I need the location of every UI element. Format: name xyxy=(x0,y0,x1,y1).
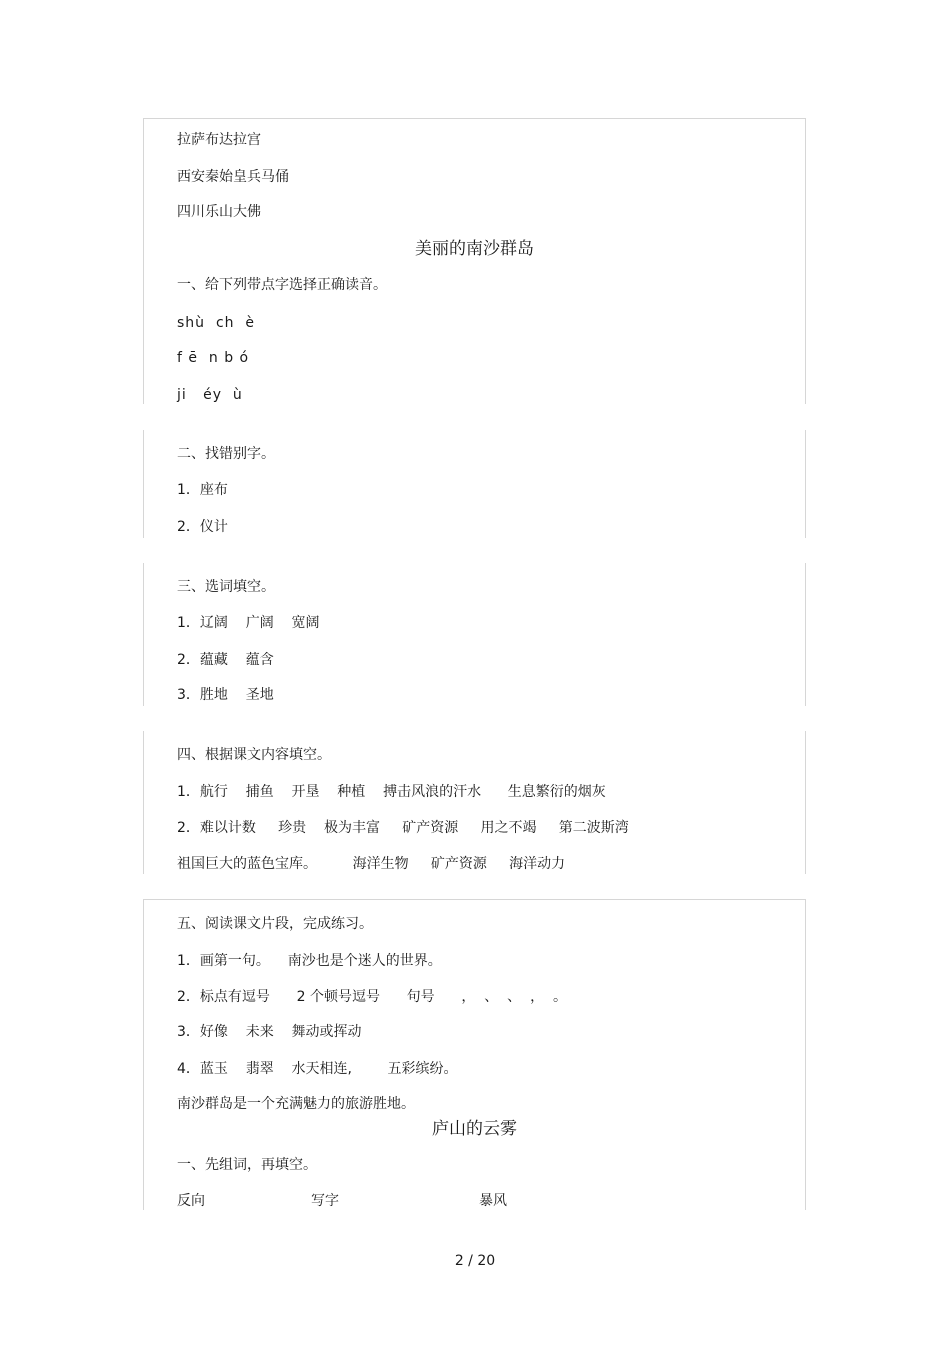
list-item: 西安秦始皇兵马俑 xyxy=(177,169,289,185)
answer-line: 2．仪计 xyxy=(177,519,228,535)
section-title-lushan: 庐山的云雾 xyxy=(432,1119,517,1139)
answer-line: 1．座布 xyxy=(177,482,228,498)
question-heading: 一、给下列带点字选择正确读音。 xyxy=(177,277,387,293)
list-item: 四川乐山大佛 xyxy=(177,204,261,220)
word-item: 反向 xyxy=(177,1193,205,1209)
question-heading: 三、选词填空。 xyxy=(177,579,275,595)
word-item: 暴风 xyxy=(479,1193,507,1209)
answer-line: 2．标点有逗号 2 个顿号逗号 句号 ， 、 、 ， 。 xyxy=(177,989,567,1005)
question-heading: 一、先组词，再填空。 xyxy=(177,1157,317,1173)
question-heading: 二、找错别字。 xyxy=(177,446,275,462)
answer-line: 1．辽阔 广阔 宽阔 xyxy=(177,615,320,631)
pinyin-line: ji éy ù xyxy=(177,387,243,403)
answer-line: 1．航行 捕鱼 开垦 种植 搏击风浪的汗水 生息繁衍的烟灰 xyxy=(177,784,606,800)
answer-line: 4．蓝玉 翡翠 水天相连, 五彩缤纷。 xyxy=(177,1061,458,1077)
pinyin-line: f ē n b ó xyxy=(177,350,250,366)
answer-line: 2．难以计数 珍贵 极为丰富 矿产资源 用之不竭 第二波斯湾 xyxy=(177,820,629,836)
question-heading: 四、根据课文内容填空。 xyxy=(177,747,331,763)
word-item: 写字 xyxy=(311,1193,339,1209)
section-title-nansha: 美丽的南沙群岛 xyxy=(415,239,534,259)
pinyin-line: shù ch è xyxy=(177,315,256,331)
answer-line: 3．好像 未来 舞动或挥动 xyxy=(177,1024,362,1040)
answer-line: 3．胜地 圣地 xyxy=(177,687,274,703)
answer-line: 1．画第一句。 南沙也是个迷人的世界。 xyxy=(177,953,442,969)
answer-line: 2．蕴藏 蕴含 xyxy=(177,652,274,668)
answer-line: 祖国巨大的蓝色宝库。 海洋生物 矿产资源 海洋动力 xyxy=(177,856,566,872)
page-number: 2 / 20 xyxy=(454,1253,496,1269)
list-item: 拉萨布达拉宫 xyxy=(177,132,261,148)
question-heading: 五、阅读课文片段，完成练习。 xyxy=(177,916,373,932)
answer-line: 南沙群岛是一个充满魅力的旅游胜地。 xyxy=(177,1096,415,1112)
